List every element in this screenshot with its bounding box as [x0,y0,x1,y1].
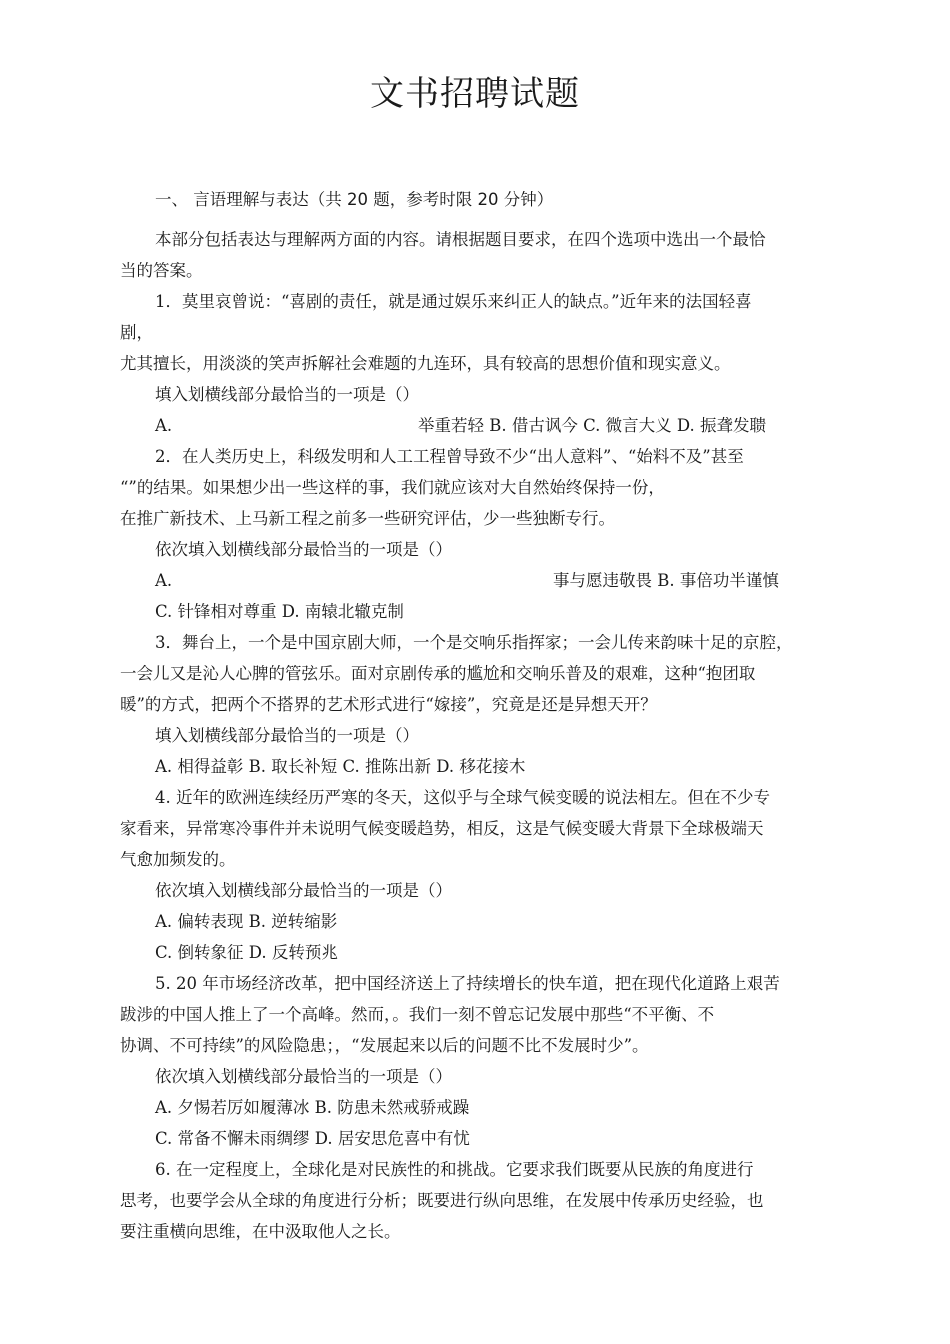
question-5-options: A. 夕惕若厉如履薄冰 B. 防患未然戒骄戒躁 [155,1098,470,1117]
question-4-options: C. 倒转象征 D. 反转预兆 [155,943,338,962]
question-4-text: 气愈加频发的。 [120,850,236,869]
question-4-options: A. 偏转表现 B. 逆转缩影 [155,912,338,931]
question-1-text: 剧， [120,323,153,342]
question-3-prompt: 填入划横线部分最恰当的一项是（） [155,726,419,745]
question-6-text: 要注重横向思维，在中汲取他人之长。 [120,1222,401,1241]
intro-line: 本部分包括表达与理解两方面的内容。请根据题目要求，在四个选项中选出一个最恰 [155,230,766,249]
document-title: 文书招聘试题 [370,74,580,114]
question-5-options: C. 常备不懈未雨绸缪 D. 居安思危喜中有忧 [155,1129,470,1148]
question-3-text: 一会儿又是沁人心脾的管弦乐。面对京剧传承的尴尬和交响乐普及的艰难，这种“抱团取 [120,664,756,683]
question-3-text: 暖”的方式，把两个不搭界的艺术形式进行“嫁接”，究竟是还是异想天开？ [120,695,657,714]
question-2-options: 事与愿违敬畏 B. 事倍功半谨慎 [553,571,779,590]
question-2-text: 在推广新技术、上马新工程之前多一些研究评估，少一些独断专行。 [120,509,615,528]
question-5-text: 协调、不可持续”的风险隐患；，“发展起来以后的问题不比不发展时少”。 [120,1036,649,1055]
question-2-option-label: A. [155,571,173,590]
intro-line: 当的答案。 [120,261,203,280]
question-1-text: 尤其擅长，用淡淡的笑声拆解社会难题的九连环，具有较高的思想价值和现实意义。 [120,354,731,373]
question-2-text: “”的结果。如果想少出一些这样的事，我们就应该对大自然始终保持一份， [120,478,665,497]
section-heading: 一、 言语理解与表达（共 20 题，参考时限 20 分钟） [155,190,554,209]
question-1-option-label: A. [155,416,173,435]
question-5-text: 跋涉的中国人推上了一个高峰。然而，。我们一刻不曾忘记发展中那些“不平衡、不 [120,1005,715,1024]
question-2-prompt: 依次填入划横线部分最恰当的一项是（） [155,540,452,559]
question-1-text: 1．莫里哀曾说：“喜剧的责任，就是通过娱乐来纠正人的缺点。”近年来的法国轻喜 [155,292,752,311]
question-3-options: A. 相得益彰 B. 取长补短 C. 推陈出新 D. 移花接木 [155,757,526,776]
question-1-prompt: 填入划横线部分最恰当的一项是（） [155,385,419,404]
question-4-prompt: 依次填入划横线部分最恰当的一项是（） [155,881,452,900]
question-5-text: 5. 20 年市场经济改革，把中国经济送上了持续增长的快车道，把在现代化道路上艰苦 [155,974,780,993]
question-4-text: 4. 近年的欧洲连续经历严寒的冬天，这似乎与全球气候变暖的说法相左。但在不少专 [155,788,770,807]
question-4-text: 家看来，异常寒冷事件并未说明气候变暖趋势，相反，这是气候变暖大背景下全球极端天 [120,819,764,838]
question-5-prompt: 依次填入划横线部分最恰当的一项是（） [155,1067,452,1086]
question-2-text: 2．在人类历史上，科级发明和人工工程曾导致不少“出人意料”、“始料不及”甚至 [155,447,744,466]
question-6-text: 思考，也要学会从全球的角度进行分析；既要进行纵向思维，在发展中传承历史经验，也 [120,1191,764,1210]
question-2-options: C. 针锋相对尊重 D. 南辕北辙克制 [155,602,404,621]
question-6-text: 6. 在一定程度上，全球化是对民族性的和挑战。它要求我们既要从民族的角度进行 [155,1160,754,1179]
question-3-text: 3．舞台上，一个是中国京剧大师，一个是交响乐指挥家；一会儿传来韵味十足的京腔， [155,633,793,652]
question-1-options: 举重若轻 B. 借古讽今 C. 微言大义 D. 振聋发聩 [418,416,767,435]
